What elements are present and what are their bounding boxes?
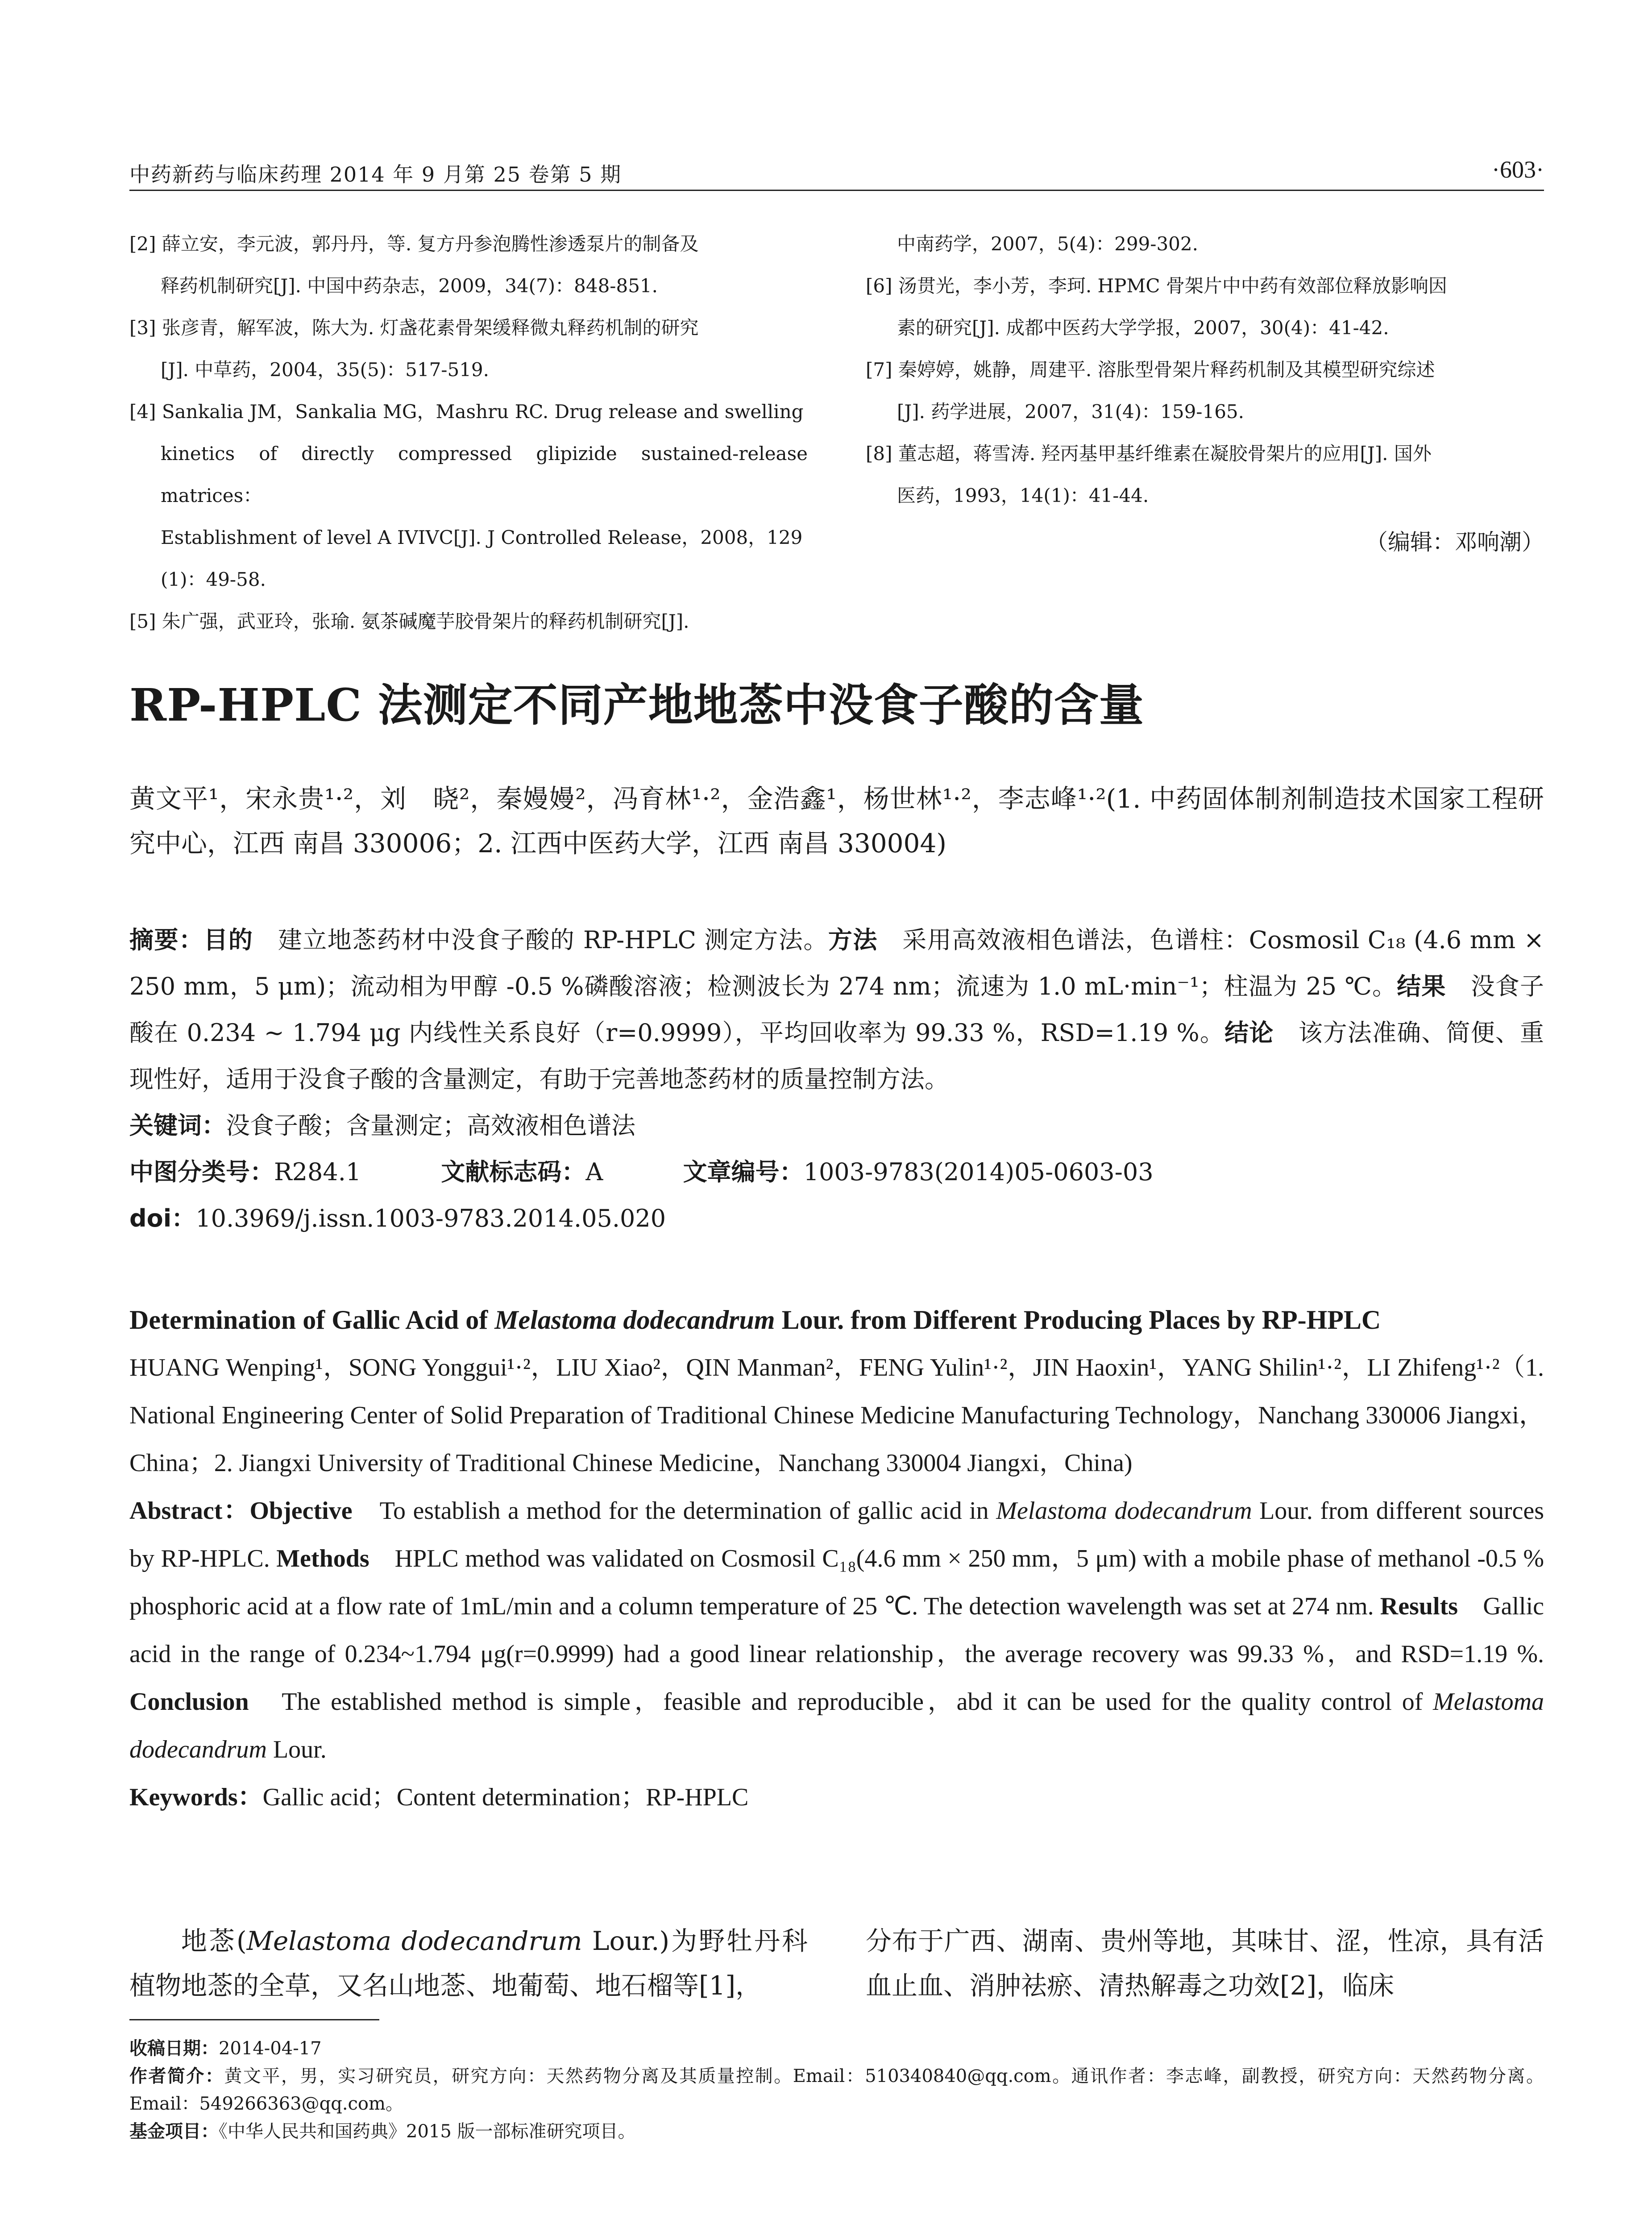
doi-value: 10.3969/j.issn.1003-9783.2014.05.020 [195,1204,666,1232]
footnote-divider [129,2019,379,2020]
objective-label: 目的 [203,926,253,954]
classification-line [129,1149,1544,1195]
result-text: 没食子酸在 0.234 ~ 1.794 μg 内线性关系良好（r=0.9999），平均回收率为 99.33 %，RSD=1.19 %。 [129,972,1544,1047]
doi-line [129,1195,1544,1242]
fund-project: 基金项目：《中华人民共和国药典》2015 版一部标准研究项目。 [129,2121,636,2142]
conclusion-text: 该方法准确、简便、重现性好，适用于没食子酸的含量测定，有助于完善地菍药材的质量控制方法。 [129,1019,1544,1093]
methods-label-en: Methods [276,1545,369,1572]
conclusion-label-en: Conclusion [129,1688,249,1716]
reference-item-cont: 素的研究[J]. 成都中医药大学学报，2007，30(4)：41-42. [897,317,1389,339]
reference-item-cont: 中南药学，2007，5(4)：299-302. [897,233,1198,255]
clc-value: R284.1 [274,1158,361,1186]
reference-item-cont: Establishment of level A IVIVC[J]. J Controlled Release，2008，129 [161,527,803,548]
reference-item: [7] 秦婷婷，姚静，周建平. 溶胀型骨架片释药机制及其模型研究综述 [866,359,1435,381]
references-left [129,223,808,643]
doi-label: doi： [129,1204,196,1232]
abstract-label-en: Abstract： [129,1497,250,1525]
body-text-left: 地菍(Melastoma dodecandrum Lour.)为野牡丹科植物地菍的全草，又名山地菍、地葡萄、地石榴等[1]， [129,1926,808,2001]
keywords-cn [129,1103,1544,1149]
body-text-right: 分布于广西、湖南、贵州等地，其味甘、涩，性凉，具有活血止血、消肿祛瘀、清热解毒之功效[2]，临床 [866,1926,1544,2001]
running-header [129,158,1544,191]
references-right [866,223,1544,563]
doc-code-value: A [585,1158,603,1186]
abstract-cn [129,917,1544,1242]
reference-item-cont: (1)：49-58. [161,568,266,590]
english-title: Determination of Gallic Acid of Melastoma dodecandrum Lour. from Different Producing Places by RP-HPLC [129,1305,1381,1335]
method-label: 方法 [828,926,878,954]
received-date: 收稿日期：2014-04-17 [129,2038,322,2059]
objective-text: 建立地菍药材中没食子酸的 RP-HPLC 测定方法。 [278,926,828,954]
results-label-en: Results [1380,1592,1458,1620]
article-no-label: 文章编号： [683,1158,804,1186]
reference-item-cont: [J]. 中草药，2004，35(5)：517-519. [161,359,490,381]
reference-item-cont: 医药，1993，14(1)：41-44. [897,485,1149,506]
author-bio: 作者简介：黄文平，男，实习研究员，研究方向：天然药物分离及其质量控制。Email：510340840@qq.com。通讯作者：李志峰，副教授，研究方向：天然药物分离。Email：549266363@qq.com。 [129,2066,1544,2114]
conclusion-label: 结论 [1224,1019,1274,1047]
authors-cn: 黄文平¹，宋永贵¹·²，刘 晓²，秦嫚嫚²，冯育林¹·²，金浩鑫¹，杨世林¹·²，李志峰¹·²(1. 中药固体制剂制造技术国家工程研究中心，江西 南昌 330006；2. 江西中医药大学，江西 南昌 330004) [129,784,1544,858]
reference-item-cont: [J]. 药学进展，2007，31(4)：159-165. [897,401,1245,423]
abstract-paragraph [129,917,1544,1103]
keywords-label-en: Keywords： [129,1783,263,1811]
reference-item: [4] Sankalia JM，Sankalia MG，Mashru RC. Drug release and swelling [129,401,804,423]
keywords-label: 关键词： [129,1111,226,1140]
page-number: ·603· [1492,156,1544,183]
reference-item: [3] 张彦青，解军波，陈大为. 灯盏花素骨架缓释微丸释药机制的研究 [129,317,699,339]
reference-item: [6] 汤贯光，李小芳，李珂. HPMC 骨架片中中药有效部位释放影响因 [866,275,1447,297]
english-authors: HUANG Wenping¹，SONG Yonggui¹·²，LIU Xiao²，QIN Manman²，FENG Yulin¹·²，JIN Haoxin¹，YANG Shilin¹·²，LI Zhifeng¹·²（1. National Engineering Center of Solid Preparation of Traditional Chinese Medicine Manufacturing Technology，Nanchang 330006 Jiangxi，China；2. Jiangxi University of Traditional Chinese Medicine，Nanchang 330004 Jiangxi，China) [129,1354,1544,1477]
clc-label: 中图分类号： [129,1158,274,1186]
journal-info: 中药新药与临床药理 2014 年 9 月第 25 卷第 5 期 [129,162,622,187]
reference-item-cont: 释药机制研究[J]. 中国中药杂志，2009，34(7)：848-851. [161,275,658,297]
reference-item-cont: kinetics of directly compressed glipizide sustained-release matrices： [161,443,808,506]
editor-note: （编辑：邓响潮） [1366,529,1544,555]
reference-item: [2] 薛立安，李元波，郭丹丹，等. 复方丹参泡腾性渗透泵片的制备及 [129,233,699,255]
english-keywords: Keywords：Gallic acid；Content determination；RP-HPLC [129,1783,749,1811]
article-no-value: 1003-9783(2014)05-0603-03 [803,1158,1154,1186]
reference-item: [8] 董志超，蒋雪涛. 羟丙基甲基纤维素在凝胶骨架片的应用[J]. 国外 [866,443,1432,464]
reference-item: [5] 朱广强，武亚玲，张瑜. 氨茶碱魔芋胶骨架片的释药机制研究[J]. [129,610,689,632]
result-label: 结果 [1397,972,1446,1000]
article-title: RP-HPLC 法测定不同产地地菍中没食子酸的含量 [129,679,1144,731]
keywords-text: 没食子酸；含量测定；高效液相色谱法 [226,1111,635,1140]
abstract-label: 摘要： [129,926,204,954]
footnotes [129,2035,1544,2145]
doc-code-label: 文献标志码： [441,1158,586,1186]
method-text: 采用高效液相色谱法，色谱柱：Cosmosil C₁₈ (4.6 mm × 250 mm，5 μm)；流动相为甲醇 -0.5 %磷酸溶液；检测波长为 274 nm；流速为 1.0 mL·min⁻¹；柱温为 25 ℃。 [129,926,1544,1000]
english-abstract-block [129,1296,1544,1821]
english-abstract: Abstract：Objective To establish a method for the determination of gallic acid in Melastoma dodecandrum Lour. from different sources by RP-HPLC. Methods HPLC method was validated on Cosmosil C₁₈(4.6 mm × 250 mm，5 μm) with a mobile phase of methanol -0.5 % phosphoric acid at a flow rate of 1mL/min and a column temperature of 25 ℃. The detection wavelength was set at 274 nm. Results Gallic acid in the range of 0.234~1.794 μg(r=0.9999) had a good linear relationship，the average recovery was 99.33 %，and RSD=1.19 %. Conclusion The established method is simple，feasible and reproducible，abd it can be used for the quality control of Melastoma dodecandrum Lour. [129,1497,1544,1763]
objective-label-en: Objective [249,1497,353,1525]
